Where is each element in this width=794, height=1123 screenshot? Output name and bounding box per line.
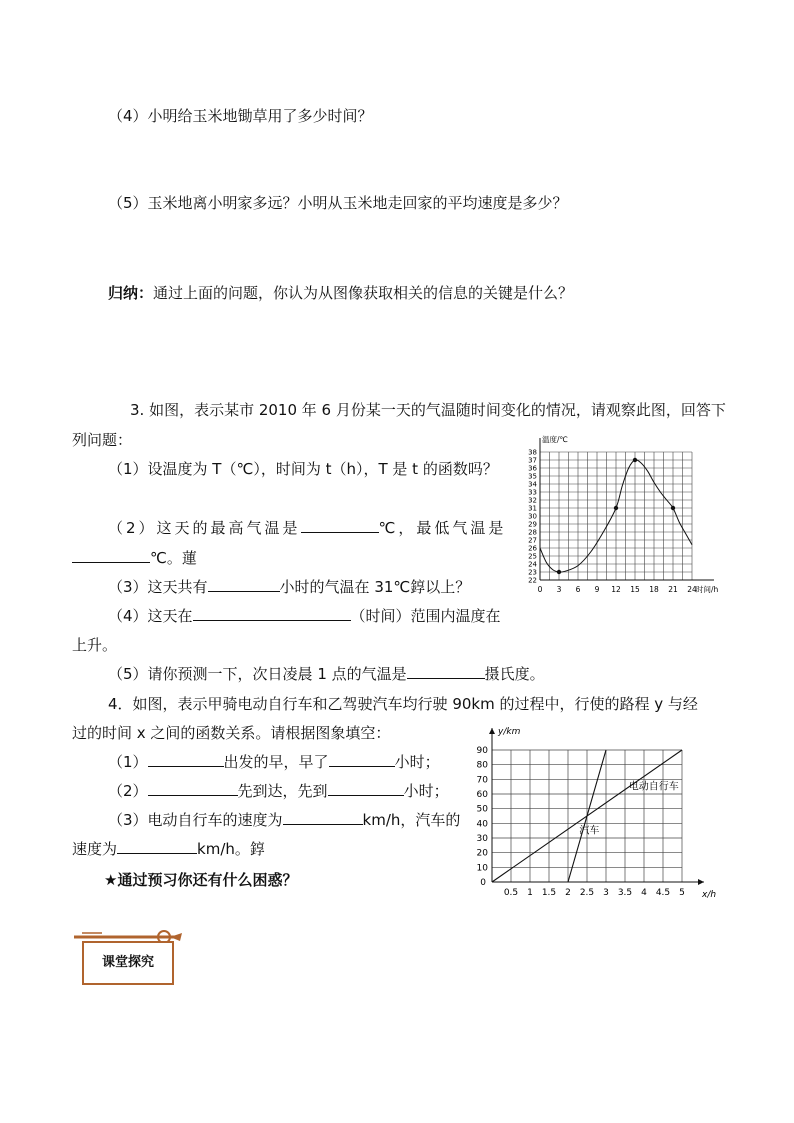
p4-q3-blank-car[interactable] <box>117 839 197 854</box>
p4-q3-text-a: （3）电动自行车的速度为 <box>108 811 283 829</box>
p3-q5-blank[interactable] <box>407 664 485 679</box>
y-axis-arrow-icon <box>489 728 495 734</box>
car-series-label: 汽车 <box>579 825 600 837</box>
y-tick-label: 34 <box>528 480 537 489</box>
y-tick-label: 26 <box>528 544 537 553</box>
p3-q4-text-a: （4）这天在 <box>108 607 193 625</box>
y-tick-label: 23 <box>528 568 537 577</box>
y-tick-label: 32 <box>528 496 537 505</box>
p4-q3-text-b: km/h，汽车的 <box>362 811 461 829</box>
p3-q4 <box>108 606 501 626</box>
x-tick-label: 6 <box>575 585 581 594</box>
p4-q2-text-c: 小时； <box>403 782 449 800</box>
p3-q5-text-b: 摄氏度。 <box>484 665 545 683</box>
x-tick-label: 12 <box>611 585 621 594</box>
y-tick-label: 80 <box>476 760 488 771</box>
p3-q4-text-b: （时间）范围内温度在 <box>350 607 501 625</box>
p4-q2-blank-who[interactable] <box>148 781 238 796</box>
p3-q2-text-c: ℃。蓮 <box>150 549 197 567</box>
temperature-chart <box>520 430 730 602</box>
section-badge <box>72 927 184 985</box>
x-tick-label: 0.5 <box>503 888 519 898</box>
x-tick-label: 0 <box>537 585 543 594</box>
x-tick-label: 2.5 <box>579 888 595 898</box>
p3-q2-text-a: （2）这天的最高气温是 <box>108 519 301 537</box>
p4-q2-text-b: 先到达，先到 <box>237 782 328 800</box>
x-axis-label: x/h <box>702 890 717 900</box>
y-tick-label: 31 <box>528 504 537 513</box>
x-tick-label: 5 <box>679 888 685 898</box>
x-tick-label: 18 <box>649 585 659 594</box>
p3-q5 <box>108 664 545 684</box>
y-tick-label: 60 <box>476 790 488 800</box>
data-point <box>633 458 637 462</box>
x-tick-label: 3 <box>603 888 609 898</box>
p3-q5-text-a: （5）请你预测一下，次日凌晨 1 点的气温是 <box>108 665 407 683</box>
y-tick-label: 38 <box>528 448 537 457</box>
x-axis-label: 时间/h <box>696 585 719 594</box>
p4-q3-text-c: 速度为 <box>72 840 118 858</box>
p4-q3-cont <box>72 839 265 859</box>
y-tick-label: 24 <box>528 560 537 569</box>
confusion-prompt: ★通过预习你还有什么困惑？ <box>104 871 298 889</box>
y-tick-label: 50 <box>476 804 488 815</box>
p4-intro-2: 过的时间 x 之间的函数关系。请根据图象填空： <box>72 724 391 742</box>
p3-q3-text-b: 小时的气温在 31℃錞以上？ <box>279 578 471 596</box>
y-axis-label: y/km <box>498 727 521 737</box>
p4-q2-blank-hours[interactable] <box>328 781 404 796</box>
p4-q3-blank-bike[interactable] <box>283 810 363 825</box>
p4-q1-blank-who[interactable] <box>148 752 224 767</box>
bike-series-label: 电动自行车 <box>628 781 679 793</box>
p4-q1 <box>108 752 440 772</box>
x-tick-label: 4.5 <box>655 888 671 898</box>
x-axis-arrow-icon <box>698 879 704 885</box>
p3-q2-cont <box>72 548 197 568</box>
y-tick-label: 30 <box>476 834 488 844</box>
p4-q1-text-c: 小时； <box>394 753 440 771</box>
y-tick-label: 40 <box>476 819 488 830</box>
p3-q2 <box>108 518 506 538</box>
data-point <box>557 570 561 574</box>
p4-q3 <box>108 810 460 830</box>
y-tick-label: 36 <box>528 464 537 473</box>
x-tick-label: 1 <box>527 888 533 898</box>
data-point <box>671 506 675 510</box>
p4-q1-text-a: （1） <box>108 753 148 771</box>
p4-q2 <box>108 781 449 801</box>
data-point <box>614 506 618 510</box>
summary <box>108 283 573 303</box>
x-tick-label: 21 <box>668 585 678 594</box>
y-tick-label: 28 <box>528 528 537 537</box>
p3-intro-1: 3. 如图，表示某市 2010 年 6 月份某一天的气温随时间变化的情况，请观察此图，回答下 <box>130 401 726 419</box>
p3-q1: （1）设温度为 T（℃），时间为 t（h），T 是 t 的函数吗？ <box>108 460 498 478</box>
question-4-sub: （4）小明给玉米地锄草用了多少时间？ <box>108 107 373 125</box>
y-tick-label: 20 <box>476 848 488 859</box>
p3-intro-2: 列问题： <box>72 431 133 449</box>
x-tick-label: 2 <box>565 888 571 898</box>
x-tick-label: 3 <box>556 585 562 594</box>
y-tick-label: 30 <box>528 512 537 521</box>
p3-q4-blank[interactable] <box>193 606 351 621</box>
section-badge-label: 课堂探究 <box>101 955 154 970</box>
x-tick-label: 9 <box>594 585 600 594</box>
p3-q2-text-b: ℃，最低气温是 <box>378 519 507 537</box>
y-tick-label: 10 <box>476 863 488 874</box>
summary-text: 通过上面的问题，你认为从图像获取相关的信息的关键是什么？ <box>153 284 574 302</box>
y-tick-label: 37 <box>528 456 537 465</box>
y-tick-label: 35 <box>528 472 537 481</box>
y-tick-label: 33 <box>528 488 537 497</box>
p3-q3-blank[interactable] <box>208 577 280 592</box>
p4-q3-text-d: km/h。錞 <box>197 840 265 858</box>
y-tick-label: 29 <box>528 520 537 529</box>
x-tick-label: 4 <box>641 888 647 898</box>
p3-q3 <box>108 577 470 597</box>
question-5-sub: （5）玉米地离小明家多远？小明从玉米地走回家的平均速度是多少？ <box>108 194 568 212</box>
p3-q2-blank-max[interactable] <box>301 518 379 533</box>
x-tick-label: 15 <box>630 585 640 594</box>
p4-q1-blank-hours[interactable] <box>329 752 395 767</box>
y-tick-label: 90 <box>476 746 488 756</box>
x-tick-label: 3.5 <box>617 888 633 898</box>
x-tick-label: 24 <box>687 585 697 594</box>
p3-q3-text-a: （3）这天共有 <box>108 578 208 596</box>
p4-q1-text-b: 出发的早，早了 <box>223 753 329 771</box>
origin-label: 0 <box>480 878 486 888</box>
y-tick-label: 22 <box>528 576 537 585</box>
distance-time-chart <box>470 720 720 902</box>
x-tick-label: 1.5 <box>541 888 557 898</box>
p4-q2-text-a: （2） <box>108 782 148 800</box>
y-tick-label: 25 <box>528 552 537 561</box>
p3-q4-cont: 上升。 <box>72 636 118 654</box>
y-tick-label: 27 <box>528 536 537 545</box>
y-tick-label: 70 <box>476 775 488 786</box>
p3-q2-blank-min[interactable] <box>72 548 150 563</box>
p4-intro-1: 4．如图，表示甲骑电动自行车和乙驾驶汽车均行驶 90km 的过程中，行使的路程 y 与经 <box>108 695 698 713</box>
section-badge-box <box>82 941 174 985</box>
summary-label: 归纳： <box>108 284 154 302</box>
y-axis-label: 温度/℃ <box>542 435 568 444</box>
